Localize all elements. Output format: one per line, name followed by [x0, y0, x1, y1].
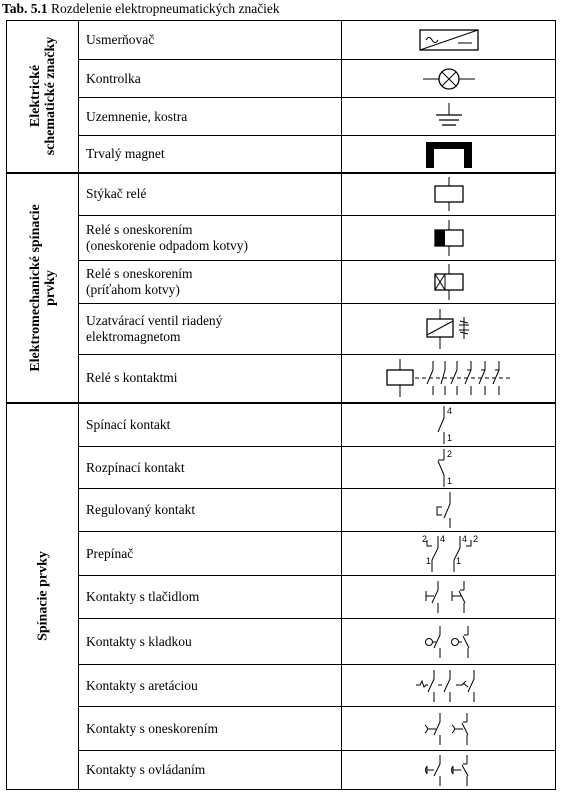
roller-contacts-symbol — [342, 619, 556, 665]
delayed-contacts-symbol — [342, 707, 556, 751]
terminal-label: 2 — [446, 448, 452, 459]
group-electrical-symbols — [7, 21, 79, 173]
table-row — [7, 447, 556, 489]
indicator-lamp-symbol — [342, 60, 556, 98]
row-label: Kontakty s ovládaním — [79, 751, 342, 790]
row-label: Uzatvárací ventil riadený elektromagnetom — [79, 304, 342, 355]
solenoid-valve-symbol — [342, 304, 556, 355]
row-label: Relé s oneskorením (oneskorenie odpadom kotvy) — [79, 216, 342, 261]
table-row — [7, 707, 556, 751]
group-electromechanical-elements — [7, 173, 79, 403]
table-row — [7, 532, 556, 576]
controlled-contact-symbol — [342, 489, 556, 532]
group-label: Spínacie prvky — [35, 551, 50, 642]
on-delay-relay-symbol — [342, 261, 556, 304]
table-row — [7, 665, 556, 707]
table-row — [7, 576, 556, 619]
table-row — [7, 751, 556, 790]
table-row — [7, 489, 556, 532]
off-delay-relay-symbol — [342, 216, 556, 261]
changeover-switch-symbol — [342, 532, 556, 576]
terminal-label: 4 — [439, 533, 445, 544]
terminal-label: 1 — [425, 555, 431, 566]
table-row — [7, 136, 556, 173]
terminal-label: 2 — [472, 533, 478, 544]
rectifier-symbol — [342, 21, 556, 60]
ground-symbol — [342, 98, 556, 136]
row-label: Kontrolka — [79, 60, 342, 98]
table-number: Tab. 5.1 — [2, 1, 48, 16]
terminal-label: 1 — [446, 475, 452, 486]
pushbutton-contacts-symbol — [342, 576, 556, 619]
row-label: Spínací kontakt — [79, 403, 342, 447]
relay-with-contacts-symbol — [342, 355, 556, 403]
row-label: Relé s kontaktmi — [79, 355, 342, 403]
terminal-label: 2 — [421, 533, 427, 544]
symbols-table — [6, 20, 556, 790]
row-label: Uzemnenie, kostra — [79, 98, 342, 136]
relay-coil-symbol — [342, 173, 556, 216]
group-label: schematické značky — [42, 36, 58, 156]
table-row — [7, 98, 556, 136]
table-row — [7, 261, 556, 304]
actuated-contacts-symbol — [342, 751, 556, 790]
row-label: Rozpínací kontakt — [79, 447, 342, 489]
group-switching-elements — [7, 403, 79, 790]
table-row — [7, 304, 556, 355]
table-row — [7, 173, 556, 216]
row-label: Kontakty s aretáciou — [79, 665, 342, 707]
row-label: Usmerňovač — [79, 21, 342, 60]
table-row — [7, 216, 556, 261]
terminal-label: 4 — [461, 533, 467, 544]
row-label: Trvalý magnet — [79, 136, 342, 173]
permanent-magnet-symbol — [342, 136, 556, 173]
table-title: Rozdelenie elektropneumatických značiek — [51, 1, 280, 16]
table-row — [7, 355, 556, 403]
row-label: Kontakty s tlačidlom — [79, 576, 342, 619]
break-contact-symbol — [342, 447, 556, 489]
row-label: Kontakty s oneskorením — [79, 707, 342, 751]
row-label: Kontakty s kladkou — [79, 619, 342, 665]
table-row — [7, 619, 556, 665]
row-label: Relé s oneskorením (príťahom kotvy) — [79, 261, 342, 304]
latching-contacts-symbol — [342, 665, 556, 707]
terminal-label: 1 — [446, 432, 452, 443]
terminal-label: 4 — [446, 405, 452, 416]
group-label: Elektrické — [27, 65, 43, 128]
row-label: Stýkač relé — [79, 173, 342, 216]
table-row — [7, 403, 556, 447]
table-caption — [2, 1, 280, 17]
make-contact-symbol — [342, 403, 556, 447]
row-label: Prepínač — [79, 532, 342, 576]
table-row — [7, 21, 556, 60]
row-label: Regulovaný kontakt — [79, 489, 342, 532]
group-label: Elektromechanické spínacie — [27, 203, 43, 372]
table-row — [7, 60, 556, 98]
terminal-label: 1 — [455, 555, 461, 566]
group-label: prvky — [42, 269, 58, 306]
